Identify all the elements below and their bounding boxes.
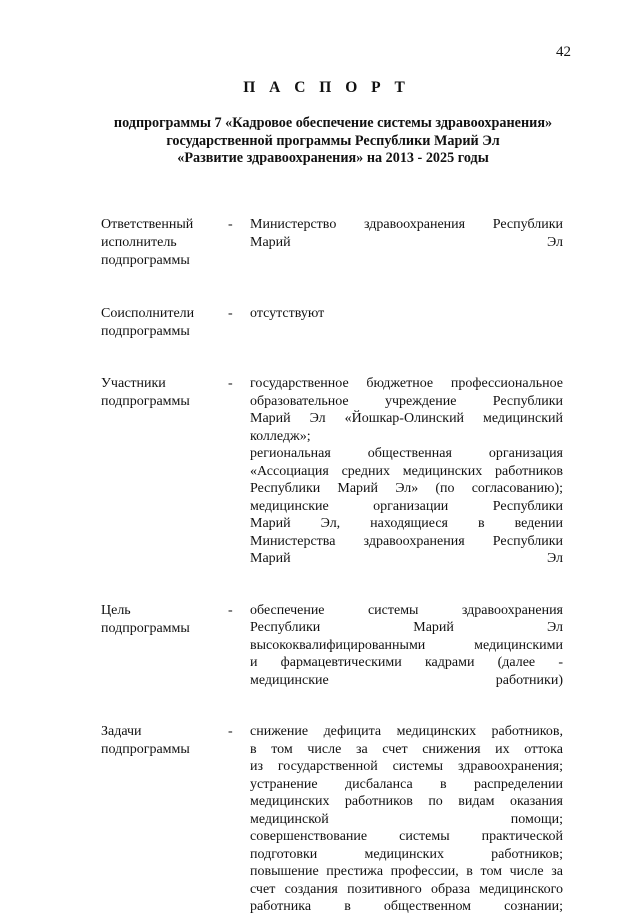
row-value-word: счет: [382, 741, 408, 757]
row-value-word: числе: [509, 864, 544, 879]
row-label-line: Соисполнители: [101, 306, 195, 321]
row-label-line: подпрограммы: [101, 394, 190, 409]
row-value-word: общественная: [367, 446, 452, 461]
row-value-line: [250, 793, 563, 811]
row-value-word: Эл: [309, 411, 326, 426]
row-value-word: «Ассоциация: [250, 463, 329, 479]
row-value-word: организация: [488, 446, 563, 461]
row-value-word: медицинскими: [474, 637, 563, 653]
row-value-word: распределении: [474, 776, 563, 792]
row-value-line: из государственной системы здравоохранения;: [250, 759, 563, 774]
row-value-line: подготовки медицинских работников;: [250, 846, 563, 862]
row-value-word: (далее: [497, 655, 536, 670]
row-value-word: в: [466, 864, 473, 879]
row-value-word: медицинских: [396, 724, 477, 739]
row-value-word: медицинских: [402, 463, 483, 479]
row-label-line: Ответственный: [101, 217, 194, 232]
row-value-word: Министерство: [250, 217, 337, 232]
row-value-word: в: [477, 516, 485, 531]
row-label-line: подпрограммы: [101, 742, 190, 757]
row-label: [101, 723, 228, 759]
row-label-line: Цель: [101, 602, 131, 618]
row-value: [250, 375, 563, 568]
row-value-word: снижение: [250, 724, 309, 739]
row-value-word: образовательное: [250, 393, 349, 409]
row-value-word: медицинского: [479, 881, 563, 897]
row-value-line: отсутствуют: [250, 306, 325, 321]
row-value-line: медицинской помощи;: [250, 811, 563, 827]
row-label: [101, 216, 228, 270]
row-value-line: [250, 533, 563, 551]
page-number: 42: [556, 44, 571, 60]
row-value-line: колледж»;: [250, 428, 311, 444]
row-value-word: медицинский: [483, 411, 563, 426]
subtitle-line: государственной программы Республики Марий Эл: [166, 132, 500, 149]
row-value-word: находящиеся: [370, 516, 448, 531]
row-value-word: престижа: [326, 864, 384, 879]
row-value-line: Марий Эл: [250, 234, 563, 250]
row-dash: -: [228, 217, 233, 232]
row-value-word: работников,: [491, 724, 563, 739]
row-label-line: Задачи: [101, 724, 142, 739]
row-value: [250, 602, 563, 690]
row-label: [101, 602, 228, 638]
row-value-word: организации: [373, 498, 449, 514]
passport-row: [101, 723, 563, 916]
row-dash: -: [228, 306, 233, 321]
row-value-word: дисбаланса: [344, 776, 413, 792]
row-value-word: «Йошкар-Олинский: [344, 411, 465, 426]
row-label-line: Участники: [101, 376, 166, 391]
row-value-line: [250, 463, 563, 481]
row-value-word: Республики: [492, 498, 563, 514]
row-value-word: работников: [495, 463, 563, 479]
row-value-word: Марий: [413, 620, 454, 635]
row-value-word: Республики: [492, 217, 563, 232]
row-value-word: системы: [367, 602, 419, 618]
row-dash: -: [228, 376, 233, 391]
row-value-word: средних: [341, 463, 390, 479]
row-value-word: образа: [430, 881, 471, 897]
row-value-word: медицинские: [250, 498, 329, 514]
row-label-line: подпрограммы: [101, 324, 190, 339]
row-value-line: [250, 881, 563, 899]
row-value-line: [250, 216, 563, 234]
row-value-word: устранение: [250, 776, 318, 792]
document-subtitle: [88, 115, 578, 168]
row-value-word: том: [271, 741, 293, 757]
row-value-line: [250, 515, 563, 533]
row-value-word: Республики: [492, 393, 563, 409]
row-value-word: Эл: [546, 620, 563, 635]
row-value-word: государственное: [250, 376, 349, 391]
row-value-line: [250, 637, 563, 655]
row-value-word: профессиональное: [450, 376, 563, 391]
row-value: [250, 723, 563, 916]
row-value-word: повышение: [250, 864, 319, 879]
row-value-line: [250, 410, 563, 428]
row-value-line: [250, 654, 563, 672]
row-value-line: [250, 393, 563, 411]
row-value-word: системы: [399, 829, 450, 844]
document-title: П А С П О Р Т: [243, 79, 410, 96]
row-value-word: работников: [344, 794, 413, 809]
row-value-word: и: [250, 655, 258, 670]
row-value: [250, 216, 563, 251]
row-value-word: ведении: [514, 516, 563, 531]
row-label: [101, 305, 228, 341]
row-value-word: профессии,: [390, 864, 459, 879]
row-dash: -: [228, 724, 233, 739]
row-value-word: Министерства: [250, 533, 336, 549]
row-value-word: региональная: [250, 446, 331, 461]
row-label-line: исполнитель: [101, 235, 177, 250]
row-value-word: фармацевтическими: [280, 655, 402, 670]
row-value: [250, 305, 563, 323]
row-value-word: за: [551, 864, 563, 879]
row-value-word: учреждение: [384, 393, 457, 409]
row-value-word: в: [250, 741, 257, 757]
passport-row: [101, 305, 563, 341]
row-value-word: по: [428, 794, 443, 809]
row-value-word: дефицита: [323, 724, 382, 739]
row-value-word: числе: [307, 741, 342, 757]
row-value-word: высококвалифицированными: [250, 637, 426, 653]
row-value-line: [250, 863, 563, 881]
row-value-line: Марий Эл: [250, 551, 563, 566]
passport-row: [101, 216, 563, 270]
row-value-line: [250, 445, 563, 463]
row-value-word: здравоохранения: [363, 533, 465, 549]
row-value-word: кадрами: [424, 655, 475, 670]
row-value-word: совершенствование: [250, 829, 368, 844]
row-value-word: в: [440, 776, 447, 792]
row-value-line: [250, 375, 563, 393]
row-value-word: позитивного: [347, 881, 422, 897]
subtitle-line: «Развитие здравоохранения» на 2013 - 2025 годы: [177, 150, 489, 166]
row-value-word: видам: [458, 794, 495, 809]
row-value-line: медицинские работники): [250, 672, 563, 688]
row-value-word: том: [480, 864, 503, 879]
passport-row: [101, 602, 563, 690]
row-value-word: оттока: [524, 741, 563, 757]
row-value-line: [250, 741, 563, 759]
passport-row: [101, 375, 563, 568]
row-value-word: обеспечение: [250, 602, 325, 618]
row-value-line: [250, 776, 563, 794]
row-value-word: счет: [250, 881, 276, 897]
row-value-word: Республики: [492, 533, 563, 549]
row-value-line: работника в общественном сознании;: [250, 899, 563, 914]
passport-table: [101, 216, 563, 916]
row-value-line: Республики Марий Эл» (по согласованию);: [250, 481, 563, 496]
row-value-word: Эл,: [320, 516, 341, 531]
row-value-word: создания: [284, 881, 338, 897]
row-label: [101, 375, 228, 411]
row-label-line: подпрограммы: [101, 253, 190, 268]
row-dash: -: [228, 602, 233, 618]
row-value-line: [250, 602, 563, 620]
row-value-word: практической: [481, 829, 563, 844]
row-value-word: бюджетное: [366, 376, 434, 391]
row-value-word: Республики: [250, 620, 321, 635]
row-value-word: оказания: [509, 794, 563, 809]
row-label-line: подпрограммы: [101, 620, 190, 636]
row-value-word: Марий: [250, 411, 291, 426]
subtitle-line: подпрограммы 7 «Кадровое обеспечение системы здравоохранения»: [113, 115, 553, 131]
row-value-line: [250, 619, 563, 637]
row-value-word: Марий: [250, 516, 291, 531]
row-value-word: здравоохранения: [461, 602, 563, 618]
row-value-word: -: [558, 655, 563, 670]
row-value-word: их: [495, 741, 510, 757]
row-value-word: за: [355, 741, 368, 757]
row-value-word: снижения: [422, 741, 481, 757]
row-value-line: [250, 498, 563, 516]
row-value-line: [250, 828, 563, 846]
row-value-word: медицинских: [250, 794, 330, 809]
row-value-line: [250, 723, 563, 741]
row-value-word: здравоохранения: [363, 217, 466, 232]
